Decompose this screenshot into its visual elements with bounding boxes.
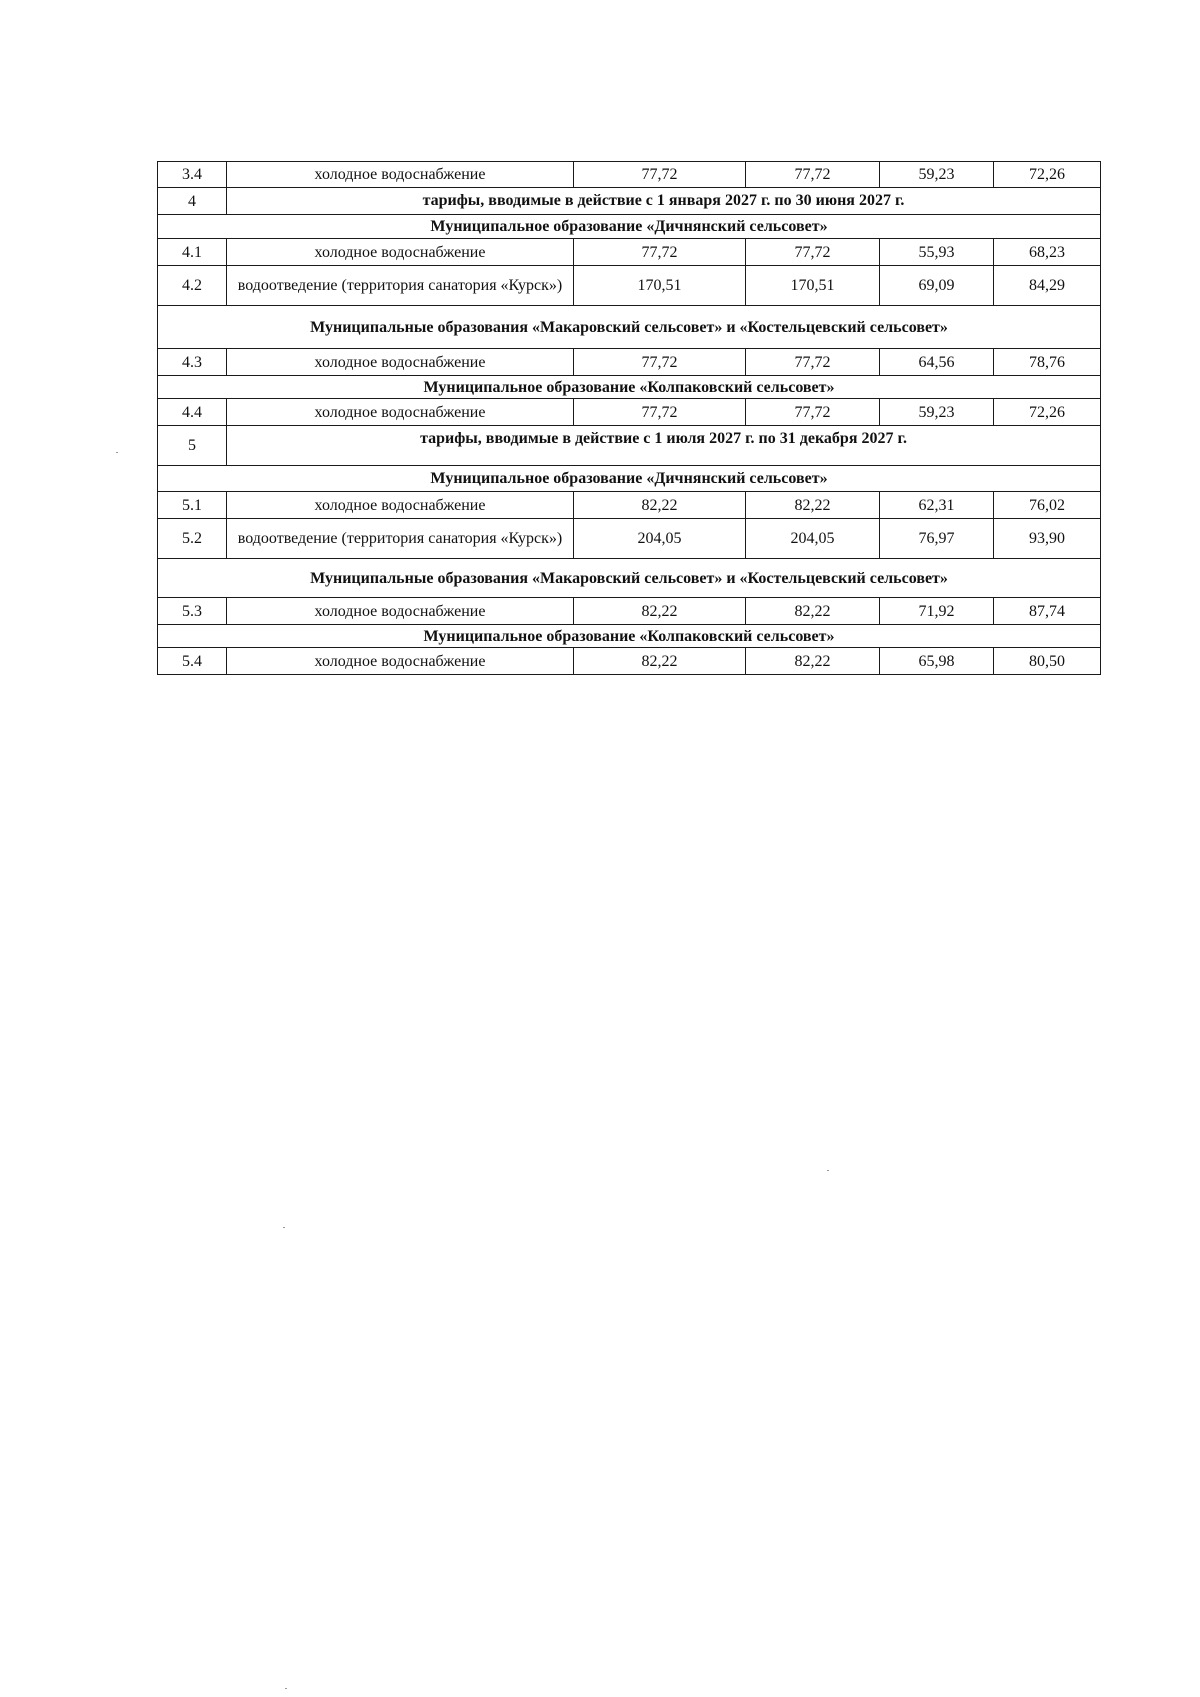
table-row-data: [158, 399, 1101, 426]
tariff-table-body: [158, 162, 1101, 675]
tariff-value-cell: 76,02: [994, 492, 1101, 519]
table-row-period: [158, 188, 1101, 215]
tariff-value-cell: 68,23: [994, 239, 1101, 266]
tariff-value-cell: 87,74: [994, 598, 1101, 625]
period-heading-cell: тарифы, вводимые в действие с 1 июля 2027 г. по 31 декабря 2027 г.: [227, 426, 1101, 466]
municipality-heading-cell: Муниципальное образование «Колпаковский сельсовет»: [158, 376, 1101, 399]
tariff-value-cell: 71,92: [880, 598, 994, 625]
tariff-value-cell: 82,22: [574, 492, 746, 519]
tariff-value-cell: 69,09: [880, 266, 994, 306]
tariff-value-cell: 80,50: [994, 648, 1101, 675]
table-row-data: [158, 266, 1101, 306]
municipality-heading-cell: Муниципальные образования «Макаровский сельсовет» и «Костельцевский сельсовет»: [158, 306, 1101, 349]
tariff-value-cell: 82,22: [746, 648, 880, 675]
service-name-cell: водоотведение (территория санатория «Курск»): [227, 266, 574, 306]
row-number-cell: 5.2: [158, 519, 227, 559]
scan-speck: [827, 1170, 829, 1171]
municipality-heading-cell: Муниципальное образование «Колпаковский сельсовет»: [158, 625, 1101, 648]
table-row-data: [158, 349, 1101, 376]
tariff-value-cell: 55,93: [880, 239, 994, 266]
tariff-value-cell: 72,26: [994, 399, 1101, 426]
table-row-muni: [158, 376, 1101, 399]
service-name-cell: холодное водоснабжение: [227, 239, 574, 266]
tariff-value-cell: 82,22: [746, 492, 880, 519]
table-row-data: [158, 519, 1101, 559]
row-number-cell: 4.2: [158, 266, 227, 306]
table-row-data: [158, 239, 1101, 266]
tariff-value-cell: 77,72: [574, 399, 746, 426]
tariff-table: [157, 161, 1101, 675]
tariff-value-cell: 82,22: [746, 598, 880, 625]
table-row-muni: [158, 625, 1101, 648]
tariff-value-cell: 204,05: [746, 519, 880, 559]
tariff-value-cell: 72,26: [994, 162, 1101, 188]
tariff-value-cell: 65,98: [880, 648, 994, 675]
tariff-value-cell: 204,05: [574, 519, 746, 559]
scan-speck: [116, 452, 118, 453]
tariff-value-cell: 77,72: [746, 162, 880, 188]
table-row-muni: [158, 215, 1101, 239]
scan-speck: [283, 1227, 285, 1228]
table-row-data: [158, 598, 1101, 625]
tariff-value-cell: 77,72: [746, 399, 880, 426]
service-name-cell: холодное водоснабжение: [227, 399, 574, 426]
tariff-value-cell: 77,72: [574, 239, 746, 266]
service-name-cell: холодное водоснабжение: [227, 349, 574, 376]
service-name-cell: холодное водоснабжение: [227, 162, 574, 188]
tariff-value-cell: 77,72: [746, 239, 880, 266]
row-number-cell: 3.4: [158, 162, 227, 188]
tariff-value-cell: 78,76: [994, 349, 1101, 376]
service-name-cell: холодное водоснабжение: [227, 492, 574, 519]
table-row-period: [158, 426, 1101, 466]
tariff-value-cell: 62,31: [880, 492, 994, 519]
municipality-heading-cell: Муниципальные образования «Макаровский сельсовет» и «Костельцевский сельсовет»: [158, 559, 1101, 598]
tariff-value-cell: 59,23: [880, 399, 994, 426]
table-row-data: [158, 492, 1101, 519]
service-name-cell: холодное водоснабжение: [227, 598, 574, 625]
period-number-cell: 5: [158, 426, 227, 466]
tariff-value-cell: 77,72: [574, 349, 746, 376]
tariff-value-cell: 64,56: [880, 349, 994, 376]
tariff-value-cell: 77,72: [574, 162, 746, 188]
tariff-value-cell: 170,51: [574, 266, 746, 306]
tariff-value-cell: 82,22: [574, 648, 746, 675]
tariff-value-cell: 76,97: [880, 519, 994, 559]
row-number-cell: 4.3: [158, 349, 227, 376]
tariff-value-cell: 82,22: [574, 598, 746, 625]
table-row-data: [158, 648, 1101, 675]
municipality-heading-cell: Муниципальное образование «Дичнянский сельсовет»: [158, 215, 1101, 239]
tariff-value-cell: 84,29: [994, 266, 1101, 306]
period-heading-cell: тарифы, вводимые в действие с 1 января 2027 г. по 30 июня 2027 г.: [227, 188, 1101, 215]
period-number-cell: 4: [158, 188, 227, 215]
service-name-cell: водоотведение (территория санатория «Курск»): [227, 519, 574, 559]
row-number-cell: 4.4: [158, 399, 227, 426]
row-number-cell: 5.1: [158, 492, 227, 519]
table-row-data: [158, 162, 1101, 188]
tariff-value-cell: 170,51: [746, 266, 880, 306]
row-number-cell: 5.4: [158, 648, 227, 675]
municipality-heading-cell: Муниципальное образование «Дичнянский сельсовет»: [158, 466, 1101, 492]
scan-speck: [285, 1688, 287, 1689]
table-row-muni: [158, 466, 1101, 492]
row-number-cell: 4.1: [158, 239, 227, 266]
table-row-muni: [158, 559, 1101, 598]
tariff-value-cell: 59,23: [880, 162, 994, 188]
row-number-cell: 5.3: [158, 598, 227, 625]
service-name-cell: холодное водоснабжение: [227, 648, 574, 675]
tariff-value-cell: 93,90: [994, 519, 1101, 559]
tariff-value-cell: 77,72: [746, 349, 880, 376]
table-row-muni: [158, 306, 1101, 349]
